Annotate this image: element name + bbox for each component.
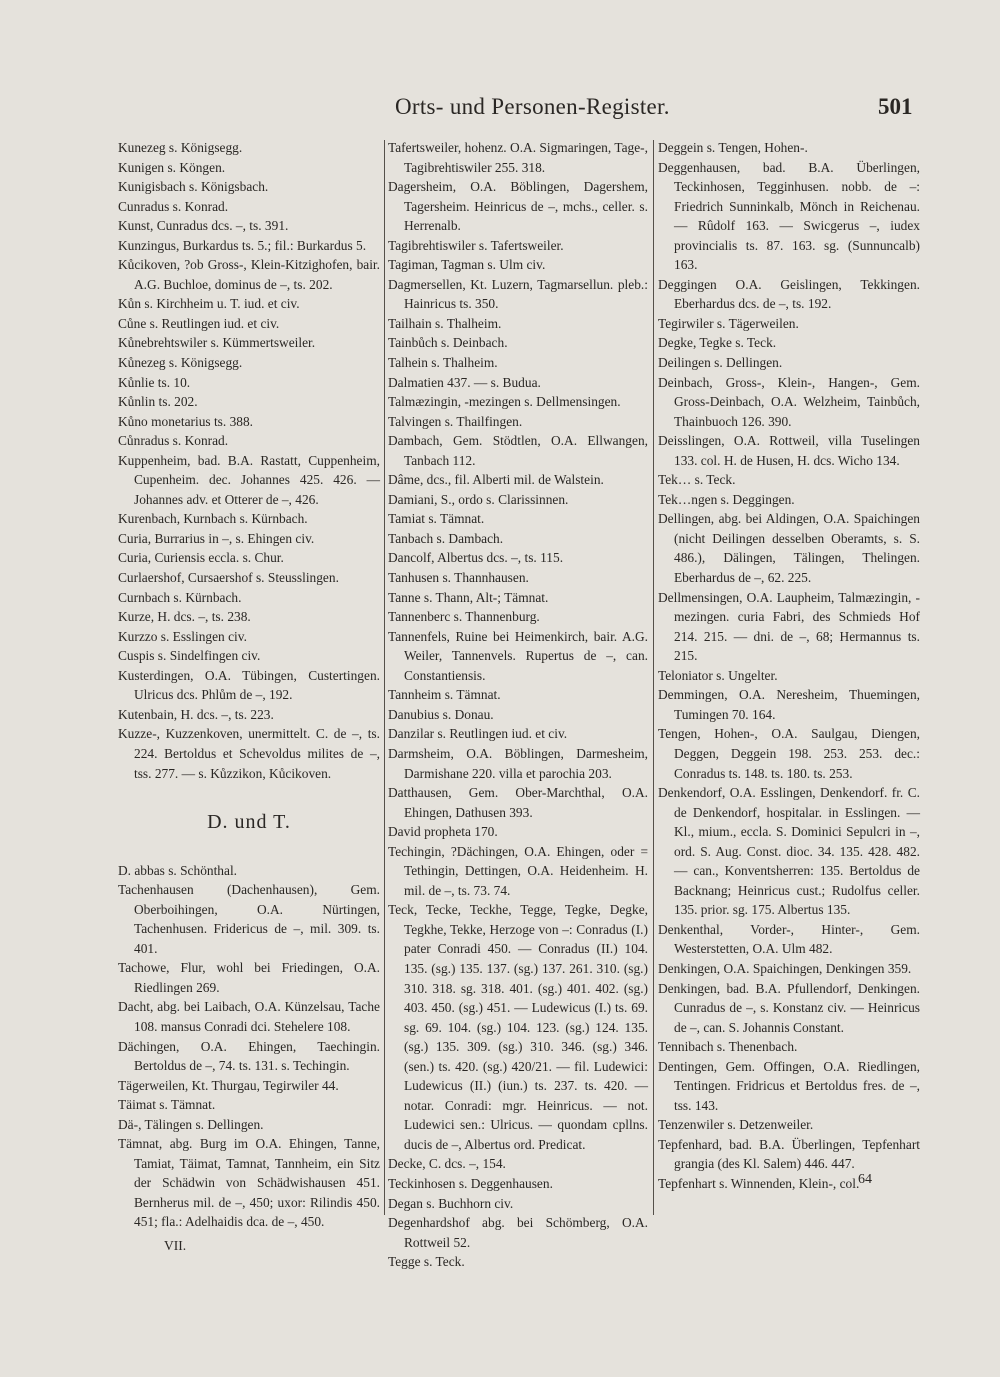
register-entry: Tannenberc s. Thannenburg.	[388, 609, 540, 625]
register-entry: Tek…ngen s. Deggingen.	[658, 491, 795, 507]
register-entry: Tepfenhart s. Winnenden, Klein-, col.	[658, 1175, 860, 1191]
register-entry: Tannheim s. Tämnat.	[388, 687, 501, 703]
register-entry: Curnbach s. Kürnbach.	[118, 589, 242, 605]
register-entry: Kuppenheim, bad. B.A. Rastatt, Cuppenheim, Cupenheim. dec. Johannes 425. 426. — Johannes adv. et Otterer de –, 426.	[118, 452, 380, 507]
register-entry: Tanbach s. Dambach.	[388, 530, 504, 546]
register-entry: Kůnlie ts. 10.	[118, 374, 191, 390]
register-entry: Tagiman, Tagman s. Ulm civ.	[388, 257, 546, 273]
register-entry: Dellmensingen, O.A. Laupheim, Talmæzingin, -mezingen. curia Fabri, des Schmieds Hof 214. 215. — dni. de –, 68; Hermannus ts. 215.	[658, 589, 920, 664]
left-entries-after-heading	[118, 861, 380, 1232]
register-entry: Kunzingus, Burkardus ts. 5.; fil.: Burkardus 5.	[118, 237, 367, 253]
register-entry: Kunigen s. Köngen.	[118, 159, 226, 175]
register-entry: Teckinhosen s. Deggenhausen.	[388, 1175, 553, 1191]
register-entry: Kůno monetarius ts. 388.	[118, 413, 254, 429]
register-entry: Dancolf, Albertus dcs. –, ts. 115.	[388, 550, 564, 566]
register-entry: Dellingen, abg. bei Aldingen, O.A. Spaichingen (nicht Deilingen desselben Oberamts, s. S. 486.), Dälingen, Tälingen, Thelingen. Eberhardus de –, 62. 225.	[658, 511, 920, 586]
register-entry: Curia, Burrarius in –, s. Ehingen civ.	[118, 530, 315, 546]
register-entry: Dentingen, Gem. Offingen, O.A. Riedlingen, Tentingen. Fridricus et Bertoldus fres. de –, tss. 143.	[658, 1058, 920, 1113]
register-entry: Tepfenhard, bad. B.A. Überlingen, Tepfenhart grangia (des Kl. Salem) 446. 447.	[658, 1136, 920, 1172]
register-entry: Tachowe, Flur, wohl bei Friedingen, O.A. Riedlingen 269.	[118, 960, 380, 995]
register-entry: Dagersheim, O.A. Böblingen, Dagershem, Tagersheim. Heinricus de –, mchs., celler. s. Herrenalb.	[388, 179, 648, 234]
register-entry: Deggingen O.A. Geislingen, Tekkingen. Eberhardus dcs. de –, ts. 192.	[658, 276, 920, 312]
register-entry: Deilingen s. Dellingen.	[658, 355, 783, 371]
middle-entries	[388, 138, 648, 1272]
register-entry: Denkendorf, O.A. Esslingen, Denkendorf. fr. C. de Denkendorf, hospitalar. in Esslingen. — Kl., mium., eccla. S. Dominici Sepulcri in –, ord. S. Aug. Const. dioc. 34. 135. 428. 482. — can., Konventsherren: 135. Bertoldus de Backnang; Heinricus cust.; Rudolfus celler. 135. prior. sg. 175. Albertus 135.	[658, 785, 920, 918]
register-entry: Kůnezeg s. Königsegg.	[118, 355, 243, 371]
register-entry: Denkenthal, Vorder-, Hinter-, Gem. Westerstetten, O.A. Ulm 482.	[658, 921, 920, 957]
register-entry: Tämnat, abg. Burg im O.A. Ehingen, Tanne, Tamiat, Täimat, Tamnat, Tannheim, ein Sitz der Schädwin von Schädwishausen 451. Bernherus mil. de –, 450; uxor: Rilindis 450. 451; fla.: Adelhaidis dca. de –, 450.	[118, 1136, 380, 1230]
register-entry: Cuspis s. Sindelfingen civ.	[118, 648, 261, 664]
register-entry: Tegge s. Teck.	[388, 1254, 465, 1270]
middle-column	[388, 138, 648, 1272]
register-entry: Kurzzo s. Esslingen civ.	[118, 628, 247, 644]
signature-mark-right: 64	[858, 1172, 872, 1187]
register-entry: Tamiat s. Tämnat.	[388, 511, 485, 527]
register-entry: Kunezeg s. Königsegg.	[118, 140, 243, 155]
register-entry: Decke, C. dcs. –, 154.	[388, 1156, 506, 1172]
register-entry: Degke, Tegke s. Teck.	[658, 335, 777, 351]
register-entry: Curia, Curiensis eccla. s. Chur.	[118, 550, 284, 566]
left-column	[118, 138, 380, 1256]
register-entry: Dagmersellen, Kt. Luzern, Tagmarsellun. pleb.: Hainricus ts. 350.	[388, 276, 648, 312]
register-entry: Deggenhausen, bad. B.A. Überlingen, Teckinhosen, Tegginhusen. nobb. de –: Friedrich Sunninkalb, Mönch in Reichenau. — Rûdolf 163. — Swicgerus –, iudex provincialis ts. 87. 163. sg. (Sunnuncalb) 163.	[658, 159, 920, 273]
register-entry: Denkingen, bad. B.A. Pfullendorf, Denkingen. Cunradus de –, s. Konstanz civ. — Heinricus de –, can. S. Johannis Constant.	[658, 980, 920, 1035]
register-entry: Tek… s. Teck.	[658, 472, 736, 488]
register-entry: Dä-, Tälingen s. Dellingen.	[118, 1116, 264, 1132]
register-entry: Kurze, H. dcs. –, ts. 238.	[118, 609, 251, 625]
register-entry: Talvingen s. Thailfingen.	[388, 413, 523, 429]
register-entry: Cunradus s. Konrad.	[118, 198, 229, 214]
register-entry: Darmsheim, O.A. Böblingen, Darmesheim, Darmishane 220. villa et parochia 203.	[388, 745, 648, 781]
right-column	[658, 138, 920, 1194]
register-entry: Datthausen, Gem. Ober-Marchthal, O.A. Ehingen, Dathusen 393.	[388, 785, 648, 820]
register-entry: Denkingen, O.A. Spaichingen, Denkingen 359.	[658, 960, 912, 976]
right-entries	[658, 138, 920, 1194]
register-entry: Degenhardshof abg. bei Schömberg, O.A. Rottweil 52.	[388, 1215, 648, 1250]
register-entry: Kunigisbach s. Königsbach.	[118, 179, 269, 195]
register-entry: Tailhain s. Thalheim.	[388, 315, 502, 331]
register-entry: Tenzenwiler s. Detzenweiler.	[658, 1117, 814, 1133]
register-entry: Tägerweilen, Kt. Thurgau, Tegirwiler 44.	[118, 1077, 339, 1093]
running-title: Orts- und Personen-Register.	[395, 94, 670, 119]
register-entry: Tainbůch s. Deinbach.	[388, 335, 508, 351]
register-entry: Curlaershof, Cursaershof s. Steusslingen.	[118, 570, 339, 586]
register-entry: Dâme, dcs., fil. Alberti mil. de Walstein.	[388, 472, 604, 488]
register-entry: Demmingen, O.A. Neresheim, Thuemingen, Tumingen 70. 164.	[658, 687, 920, 722]
register-entry: Deggein s. Tengen, Hohen-.	[658, 140, 808, 155]
register-entry: Dächingen, O.A. Ehingen, Taechingin. Bertoldus de –, 74. ts. 131. s. Techingin.	[118, 1038, 380, 1074]
register-entry: Tafertsweiler, hohenz. O.A. Sigmaringen, Tage-, Tagibrehtiswiler 255. 318.	[388, 140, 648, 175]
register-entry: Dalmatien 437. — s. Budua.	[388, 374, 541, 390]
register-entry: Tanne s. Thann, Alt-; Tämnat.	[388, 589, 549, 605]
register-entry: Danzilar s. Reutlingen iud. et civ.	[388, 726, 568, 742]
register-entry: David propheta 170.	[388, 824, 498, 840]
register-entry: Talhein s. Thalheim.	[388, 355, 498, 371]
register-entry: Cůne s. Reutlingen iud. et civ.	[118, 315, 280, 331]
section-heading: D. und T.	[207, 811, 291, 834]
register-entry: Tagibrehtiswiler s. Tafertsweiler.	[388, 237, 564, 253]
register-entry: Cůnradus s. Konrad.	[118, 433, 229, 449]
register-entry: Talmæzingin, -mezingen s. Dellmensingen.	[388, 394, 621, 410]
register-entry: Danubius s. Donau.	[388, 706, 494, 722]
register-entry: Kuzze-, Kuzzenkoven, unermittelt. C. de –, ts. 224. Bertoldus et Schevoldus milites de –, tss. 277. — s. Kůzzikon, Kůcikoven.	[118, 726, 380, 781]
register-entry: Dambach, Gem. Stödtlen, O.A. Ellwangen, Tanbach 112.	[388, 433, 648, 468]
register-entry: Kurenbach, Kurnbach s. Kürnbach.	[118, 511, 308, 527]
register-entry: Techingin, ?Dächingen, O.A. Ehingen, oder = Tethingin, Dettingen, O.A. Heidenheim. H. mil. de –, ts. 73. 74.	[388, 843, 648, 898]
register-entry: Tennibach s. Thenenbach.	[658, 1039, 798, 1055]
column-rule-left	[384, 140, 385, 1215]
page-number: 501	[878, 94, 913, 119]
register-entry: Teck, Tecke, Teckhe, Tegge, Tegke, Degke, Tegkhe, Tekke, Herzoge von –: Conradus (I.) pater Conradi 450. — Conradus (II.) 104. 135. (sg.) 135. 137. (sg.) 137. 261. 310. (sg.) 310. 318. sg. 318. 401. (sg.) 401. 402. (sg.) 403. 450. (sg.) 451. — Ludewicus (I.) ts. 69. sg. 69. 104. (sg.) 104. 123. (sg.) 124. 135. (sg.) 135. 309. (sg.) 310. 346. (sg.) 346. (sen.) ts. 420. (sg.) 420/21. — fil. Ludewici: Ludewicus (II.) (iun.) ts. 237. ts. 420. — notar. Conradi: mgr. Heinricus. — not. Ludewici sen.: Ulricus. — quondam cpllns. ducis de –, Albertus ord. Predicat.	[388, 902, 648, 1152]
register-entry: Tengen, Hohen-, O.A. Saulgau, Diengen, Deggen, Deggein 198. 253. 253. dec.: Conradus ts. 148. ts. 180. ts. 253.	[658, 726, 920, 781]
register-entry: Tachenhausen (Dachenhausen), Gem. Oberboihingen, O.A. Nürtingen, Tachenhusen. Fridericus de –, mil. 309. ts. 401.	[118, 882, 380, 956]
register-entry: Deinbach, Gross-, Klein-, Hangen-, Gem. Gross-Deinbach, O.A. Welzheim, Tainbůch, Thainbuoch 126. 390.	[658, 374, 920, 429]
signature-mark-left: VII.	[164, 1237, 187, 1253]
register-entry: Täimat s. Tämnat.	[118, 1097, 216, 1113]
column-rule-right	[653, 140, 654, 1215]
register-entry: Deisslingen, O.A. Rottweil, villa Tuselingen 133. col. H. de Husen, H. dcs. Wicho 134.	[658, 433, 920, 468]
register-entry: Tannenfels, Ruine bei Heimenkirch, bair. A.G. Weiler, Tannenvels. Rupertus de –, can. Constantiensis.	[388, 628, 648, 683]
register-entry: Teloniator s. Ungelter.	[658, 667, 778, 683]
register-entry: Kůnebrehtswiler s. Kümmertsweiler.	[118, 335, 316, 351]
register-entry: D. abbas s. Schönthal.	[118, 862, 238, 878]
register-entry: Kutenbain, H. dcs. –, ts. 223.	[118, 706, 274, 722]
register-entry: Tanhusen s. Thannhausen.	[388, 570, 529, 586]
register-entry: Kůn s. Kirchheim u. T. iud. et civ.	[118, 296, 300, 312]
register-entry: Tegirwiler s. Tägerweilen.	[658, 315, 799, 331]
register-entry: Kusterdingen, O.A. Tübingen, Custertingen. Ulricus dcs. Phlům de –, 192.	[118, 667, 380, 703]
register-entry: Kunst, Cunradus dcs. –, ts. 391.	[118, 218, 289, 234]
register-entry: Kůcikoven, ?ob Gross-, Klein-Kitzighofen, bair. A.G. Buchloe, dominus de –, ts. 202.	[118, 257, 380, 292]
register-entry: Degan s. Buchhorn civ.	[388, 1195, 514, 1211]
register-entry: Kůnlin ts. 202.	[118, 394, 198, 410]
register-entry: Damiani, S., ordo s. Clarissinnen.	[388, 491, 569, 507]
left-entries	[118, 138, 380, 783]
register-entry: Dacht, abg. bei Laibach, O.A. Künzelsau, Tache 108. mansus Conradi dci. Stehelere 108.	[118, 999, 380, 1034]
